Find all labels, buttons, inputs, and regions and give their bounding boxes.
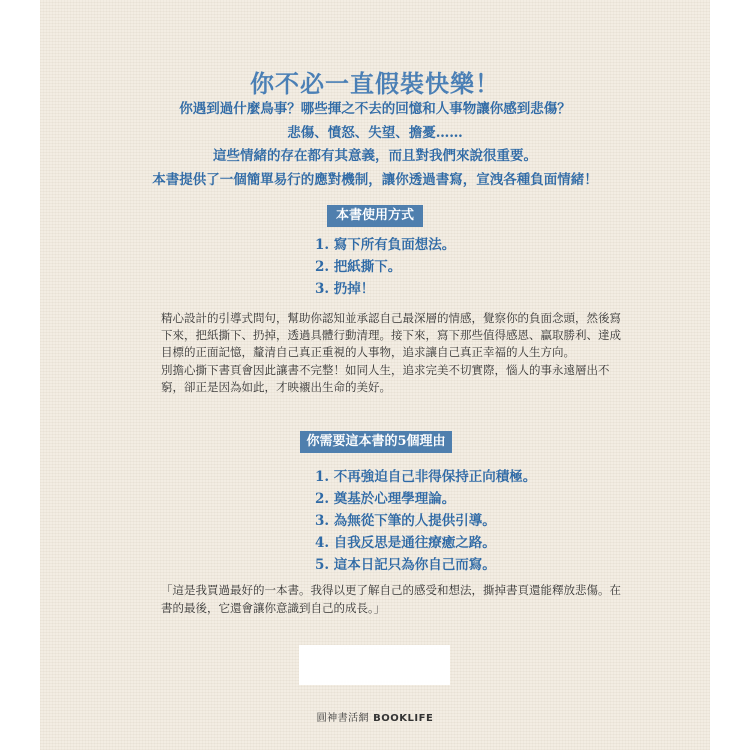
usage-list bbox=[315, 234, 455, 300]
reasons-list bbox=[315, 466, 536, 576]
intro-line: 這些情緒的存在都有其意義，而且對我們來說很重要。 bbox=[213, 148, 537, 164]
intro-line: 本書提供了一個簡單易行的應對機制，讓你透過書寫，宣洩各種負面情緒！ bbox=[152, 171, 598, 188]
publisher-name: 圓神書活網 bbox=[316, 713, 370, 724]
reason-item: 3. 為無從下筆的人提供引導。 bbox=[315, 513, 496, 529]
barcode-area bbox=[299, 645, 450, 685]
reasons-header: 你需要這本書的5個理由 bbox=[300, 431, 452, 453]
description bbox=[161, 310, 621, 396]
intro-line: 悲傷、憤怒、失望、擔憂…… bbox=[287, 124, 463, 141]
reason-item: 5. 這本日記只為你自己而寫。 bbox=[315, 557, 496, 573]
publisher-brand: BOOKLIFE bbox=[373, 713, 434, 724]
description-paragraph: 別擔心撕下書頁會因此讓書不完整！如同人生，追求完美不切實際，惱人的事永遠層出不窮，卻正是因為如此，才映襯出生命的美好。 bbox=[161, 362, 610, 394]
publisher-logo bbox=[40, 709, 710, 724]
usage-item: 3. 扔掉！ bbox=[315, 281, 375, 297]
description-paragraph: 精心設計的引導式問句，幫助你認知並承認自己最深層的情感，覺察你的負面念頭，然後寫下來，把紙撕下、扔掉，透過具體行動清理。接下來，寫下那些值得感恩、贏取勝利、達成目標的正面記憶，釐清自己真正重視的人事物，追求讓自己真正幸福的人生方向。 bbox=[161, 311, 621, 360]
back-cover bbox=[40, 0, 710, 750]
reason-item: 2. 奠基於心理學理論。 bbox=[315, 491, 456, 507]
usage-header: 本書使用方式 bbox=[327, 205, 423, 227]
cover-title: 你不必一直假裝快樂！ bbox=[250, 69, 500, 98]
usage-item: 2. 把紙撕下。 bbox=[315, 259, 402, 275]
usage-item: 1. 寫下所有負面想法。 bbox=[315, 237, 456, 253]
intro-block bbox=[40, 98, 710, 192]
intro-line: 你遇到過什麼鳥事？哪些揮之不去的回憶和人事物讓你感到悲傷？ bbox=[179, 101, 571, 117]
reason-item: 4. 自我反思是通往療癒之路。 bbox=[315, 535, 496, 551]
testimonial-quote: 「這是我買過最好的一本書。我得以更了解自己的感受和想法，撕掉書頁還能釋放悲傷。在書的最後，它還會讓你意識到自己的成長。」 bbox=[161, 583, 621, 615]
reason-item: 1. 不再強迫自己非得保持正向積極。 bbox=[315, 469, 537, 485]
